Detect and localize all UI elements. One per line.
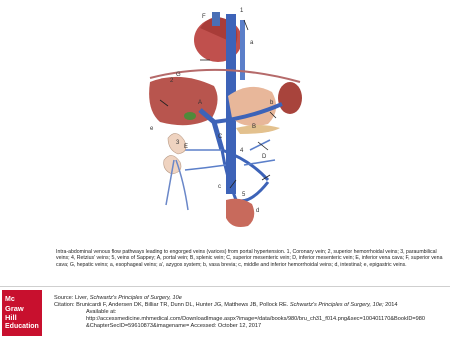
gallbladder-drawing (184, 112, 196, 120)
rectum-drawing (226, 199, 254, 227)
label-A: A (198, 100, 203, 106)
citation-block (54, 295, 448, 330)
label-F: F (202, 14, 206, 20)
label-2: 2 (170, 78, 174, 84)
source-row (54, 295, 448, 302)
url-line-2-text[interactable]: &ChapterSecID=59610873&imagename= (86, 323, 190, 330)
logo-line-1: Mc (5, 296, 15, 303)
logo-line-3: Hill (5, 313, 17, 322)
source-book: Schwartz's Principles of Surgery, 10e (89, 295, 182, 301)
label-1: 1 (240, 8, 244, 14)
publisher-logo (2, 290, 42, 336)
citation-label: Citation: (54, 302, 75, 309)
divider (0, 286, 450, 287)
url-line-2[interactable] (54, 323, 448, 330)
source-label: Source: (54, 295, 74, 301)
intestine-drawing (164, 133, 189, 174)
label-G: G (176, 72, 181, 78)
label-b: b (270, 100, 274, 106)
citation-book: Schwartz's Principles of Surgery, 10e; (289, 302, 384, 309)
logo-line-2: Graw (5, 304, 24, 313)
label-C: C (218, 134, 223, 140)
label-a: a (250, 40, 254, 46)
source-text: Liver, (74, 295, 89, 301)
citation-row (54, 302, 448, 309)
label-E: E (184, 144, 189, 150)
citation-year: 2014 (385, 302, 398, 309)
citation-authors: Brunicardi F, Andersen DK, Billiar TR, Dunn DL, Hunter JG, Matthews JB, Pollock RE. (76, 302, 289, 309)
label-3: 3 (176, 140, 180, 146)
available-at: Available at: (86, 309, 117, 316)
accessed-date: Accessed: October 12, 2017 (190, 323, 262, 330)
label-c: c (218, 184, 221, 190)
logo-line-4: Education (5, 323, 39, 330)
spleen-drawing (278, 82, 302, 114)
url-line-1[interactable]: http://accessmedicine.mhmedical.com/DownloadImage.aspx?image=/data/books/980/bru_ch31_f014.png&sec=100401170&BookID=980 (86, 316, 426, 323)
label-D: D (262, 154, 267, 160)
label-B: B (252, 124, 257, 130)
label-5: 5 (242, 192, 246, 198)
label-e: e (150, 126, 154, 132)
pancreas-drawing (236, 125, 280, 134)
label-d: d (256, 208, 260, 214)
label-4: 4 (240, 148, 244, 154)
figure-caption: Intra-abdominal venous flow pathways leading to engorged veins (varices) from portal hypertension. 1, Coronary vein; 2, superior hemorrhoidal veins; 3, paraumbilical veins; 4, Retzius’ veins; 5, veins of Sappey; A, portal vein; B, splenic vein; C, superior mesenteric vein; D, inferior mesenteric vein; E, inferior vena cava; F, superior vena cava; G, hepatic veins; a, esophageal veins; a’, azygos system; b, vasa brevia; c, middle and inferior hemorrhoidal veins; d, intestinal; e, epigastric veins. (56, 249, 443, 268)
